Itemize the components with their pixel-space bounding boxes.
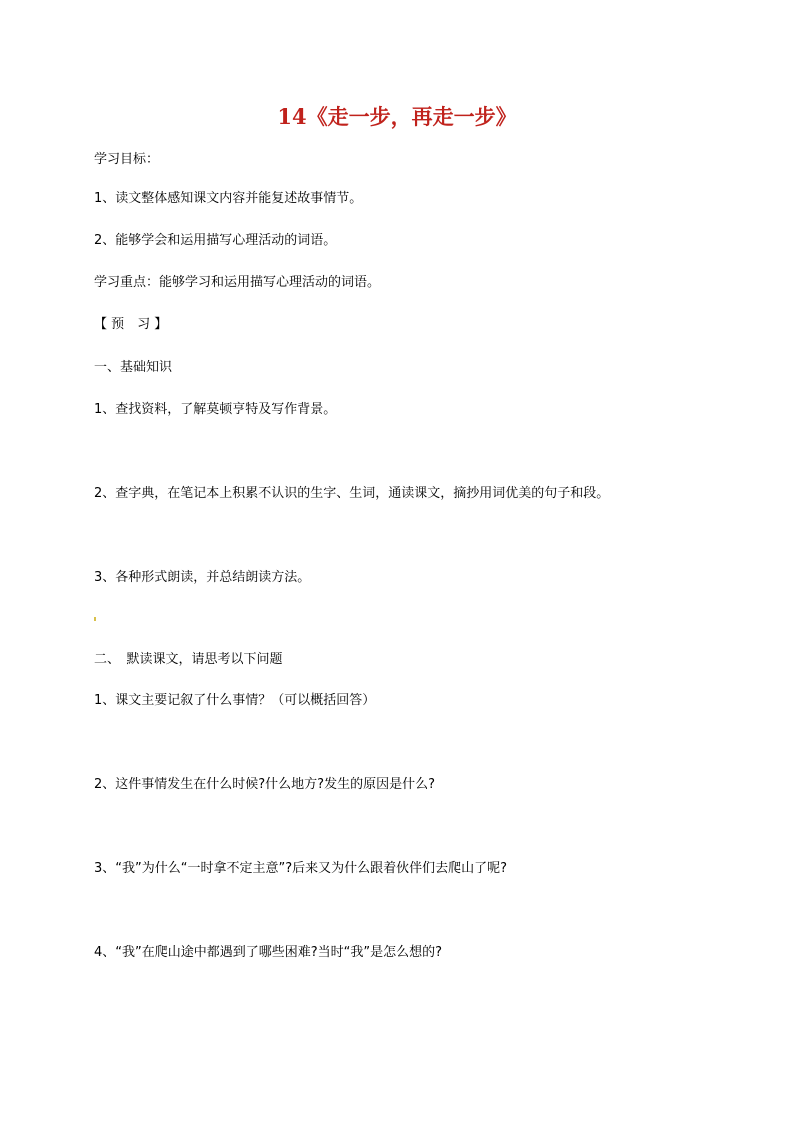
- goal-item-2: 2、能够学会和运用描写心理活动的词语。: [94, 233, 337, 248]
- section-2-question-1: 1、课文主要记叙了什么事情？（可以概括回答）: [94, 693, 376, 708]
- stray-mark: [94, 617, 96, 621]
- preview-heading: 【 预 习 】: [94, 317, 168, 332]
- section-1-heading: 一、基础知识: [94, 360, 173, 375]
- section-1-item-3: 3、各种形式朗读，并总结朗读方法。: [94, 570, 311, 585]
- section-2-heading: 二、 默读课文，请思考以下问题: [94, 652, 283, 667]
- section-2-question-2: 2、这件事情发生在什么时候?什么地方?发生的原因是什么?: [94, 777, 435, 792]
- section-1-item-2: 2、查字典，在笔记本上积累不认识的生字、生词，通读课文，摘抄用词优美的句子和段。: [94, 486, 610, 501]
- document-title: 14《走一步，再走一步》: [277, 104, 517, 129]
- goal-item-1: 1、读文整体感知课文内容并能复述故事情节。: [94, 191, 363, 206]
- section-1-item-1: 1、查找资料，了解莫顿亨特及写作背景。: [94, 402, 337, 417]
- goals-heading: 学习目标：: [94, 152, 160, 167]
- section-2-question-4: 4、“我”在爬山途中都遇到了哪些困难?当时“我”是怎么想的?: [94, 945, 443, 960]
- section-2-question-3: 3、“我”为什么“一时拿不定主意”?后来又为什么跟着伙伴们去爬山了呢?: [94, 861, 508, 876]
- focus-line: 学习重点：能够学习和运用描写心理活动的词语。: [94, 275, 381, 290]
